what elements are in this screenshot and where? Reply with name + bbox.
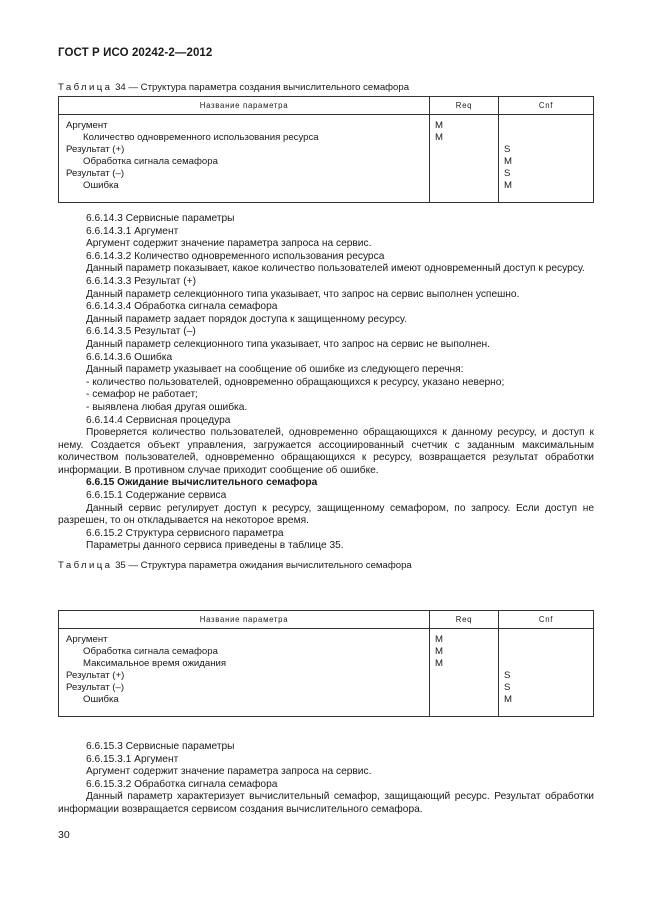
- list-item: - выявлена любая другая ошибка.: [86, 401, 248, 413]
- req-values-cell: [430, 629, 499, 717]
- table-body-row: [59, 629, 594, 717]
- paragraph: Данный параметр селекционного типа указывает, что запрос на сервис не выполнен.: [86, 338, 490, 350]
- cnf-value: S: [504, 670, 511, 682]
- paragraph: Параметры данного сервиса приведены в таблице 35.: [86, 540, 344, 552]
- column-header-req: Req: [430, 611, 499, 629]
- paragraph: 6.6.14.3.5 Результат (–): [86, 326, 196, 338]
- paragraph: 6.6.14.3.6 Ошибка: [86, 351, 173, 363]
- cnf-value: [499, 120, 593, 132]
- cnf-value: S: [504, 144, 511, 156]
- paragraph: 6.6.15.1 Содержание сервиса: [86, 490, 227, 502]
- req-value: [430, 180, 498, 192]
- table-34: [58, 96, 594, 203]
- paragraph: 6.6.15.2 Структура сервисного параметра: [86, 527, 284, 539]
- list-item: - количество пользователей, одновременно обращающихся к ресурсу, указано неверно;: [86, 376, 505, 388]
- paragraph: 6.6.15.3 Сервисные параметры: [86, 741, 235, 752]
- paragraph: Данный параметр показывает, какое количество пользователей имеют одновременный доступ к ресурсу.: [86, 263, 585, 275]
- paragraph: Данный параметр характеризует вычислительный семафор, защищающий ресурс. Результат обработки информации возвращается сервисом создания вычислительного семафора.: [58, 791, 594, 815]
- paragraph: 6.6.14.3.4 Обработка сигнала семафора: [86, 301, 278, 313]
- paragraph: Проверяется количество пользователей, одновременно обращающихся к данному ресурсу, и доступ к нему. Создается объект управления, загружается ассоциированный счетчик с заданным максимальным количеством пользователей, одновременно обращающихся к ресурсу, возвращается результат обработки информации. В противном случае приходит сообщение об ошибке.: [58, 427, 594, 476]
- paragraph: 6.6.14.4 Сервисная процедура: [86, 414, 231, 426]
- page-number: 30: [58, 829, 70, 841]
- req-value: [430, 682, 498, 694]
- req-value: [430, 144, 498, 156]
- table-35-caption: [58, 560, 412, 573]
- column-header-cnf: Cnf: [499, 97, 594, 115]
- req-value: M: [435, 132, 443, 144]
- parameter-name: Аргумент: [66, 634, 108, 645]
- req-value: [430, 156, 498, 168]
- paragraph: Аргумент содержит значение параметра запроса на сервис.: [86, 238, 372, 250]
- table-34-caption-text: 34 — Структура параметра создания вычислительного семафора: [112, 82, 410, 93]
- req-value: M: [435, 646, 443, 658]
- req-value: M: [435, 634, 443, 645]
- text-block-2: [58, 741, 594, 817]
- cnf-value: M: [504, 156, 512, 168]
- text-block: [58, 213, 594, 597]
- parameter-name: Результат (+): [66, 144, 125, 156]
- cnf-values-cell: [499, 629, 594, 717]
- table-35-caption-text: 35 — Структура параметра ожидания вычислительного семафора: [112, 560, 412, 572]
- req-value: M: [435, 658, 443, 670]
- table-35: [58, 610, 594, 717]
- column-header-req: Req: [430, 97, 499, 115]
- paragraph: Данный параметр задает порядок доступа к защищенному ресурсу.: [86, 313, 407, 325]
- req-value: [430, 168, 498, 180]
- cnf-value: S: [504, 682, 511, 694]
- paragraph: Данный параметр указывает на сообщение об ошибке из следующего перечня:: [86, 364, 464, 376]
- cnf-value: [499, 658, 593, 670]
- cnf-values-cell: [499, 115, 594, 203]
- paragraph: 6.6.15.3.1 Аргумент: [86, 753, 179, 765]
- parameter-name: Результат (+): [66, 670, 125, 682]
- parameter-name: Обработка сигнала семафора: [83, 156, 218, 168]
- parameter-name: Ошибка: [83, 180, 119, 192]
- cnf-value: M: [504, 180, 512, 192]
- parameter-names-cell: [59, 629, 430, 717]
- table-body-row: [59, 115, 594, 203]
- paragraph: 6.6.15.3.2 Обработка сигнала семафора: [86, 778, 278, 790]
- req-value: [430, 670, 498, 682]
- body-section-2: [58, 741, 594, 817]
- column-header-cnf: Cnf: [499, 611, 594, 629]
- list-item: - семафор не работает;: [86, 389, 198, 401]
- document-header: ГОСТ Р ИСО 20242-2—2012: [58, 47, 213, 59]
- parameter-name: Количество одновременного использования ресурса: [83, 132, 319, 144]
- parameter-name: Аргумент: [66, 120, 108, 131]
- paragraph: Аргумент содержит значение параметра запроса на сервис.: [86, 766, 372, 778]
- paragraph: 6.6.14.3.2 Количество одновременного использования ресурса: [86, 250, 385, 262]
- parameter-name: Результат (–): [66, 682, 125, 694]
- req-values-cell: [430, 115, 499, 203]
- parameter-name: Ошибка: [83, 694, 119, 706]
- table-35-caption-word: Таблица: [58, 560, 113, 572]
- paragraph: 6.6.14.3 Сервисные параметры: [86, 213, 235, 224]
- req-value: M: [435, 120, 443, 131]
- cnf-value: [499, 634, 593, 646]
- parameter-name: Максимальное время ожидания: [83, 658, 227, 670]
- column-header-name: Название параметра: [59, 97, 430, 115]
- table-35-caption-spacer: [58, 553, 594, 597]
- paragraph: 6.6.14.3.1 Аргумент: [86, 225, 179, 237]
- column-header-name: Название параметра: [59, 611, 430, 629]
- parameter-name: Обработка сигнала семафора: [83, 646, 218, 658]
- table-34-caption-word: Таблица: [58, 82, 113, 93]
- req-value: [430, 694, 498, 706]
- cnf-value: [499, 132, 593, 144]
- cnf-value: M: [504, 694, 512, 706]
- paragraph: 6.6.14.3.3 Результат (+): [86, 275, 197, 287]
- parameter-names-cell: [59, 115, 430, 203]
- cnf-value: S: [504, 168, 511, 180]
- body-section-1: [58, 213, 594, 553]
- section-heading: 6.6.15 Ожидание вычислительного семафора: [86, 477, 318, 489]
- table-34-caption: [58, 82, 409, 93]
- cnf-value: [499, 646, 593, 658]
- paragraph: Данный параметр селекционного типа указывает, что запрос на сервис выполнен успешно.: [86, 288, 520, 300]
- paragraph: Данный сервис регулирует доступ к ресурсу, защищенному семафором, по запросу. Если доступ не разрешен, то он откладывается на некоторое время.: [58, 502, 594, 527]
- parameter-name: Результат (–): [66, 168, 125, 180]
